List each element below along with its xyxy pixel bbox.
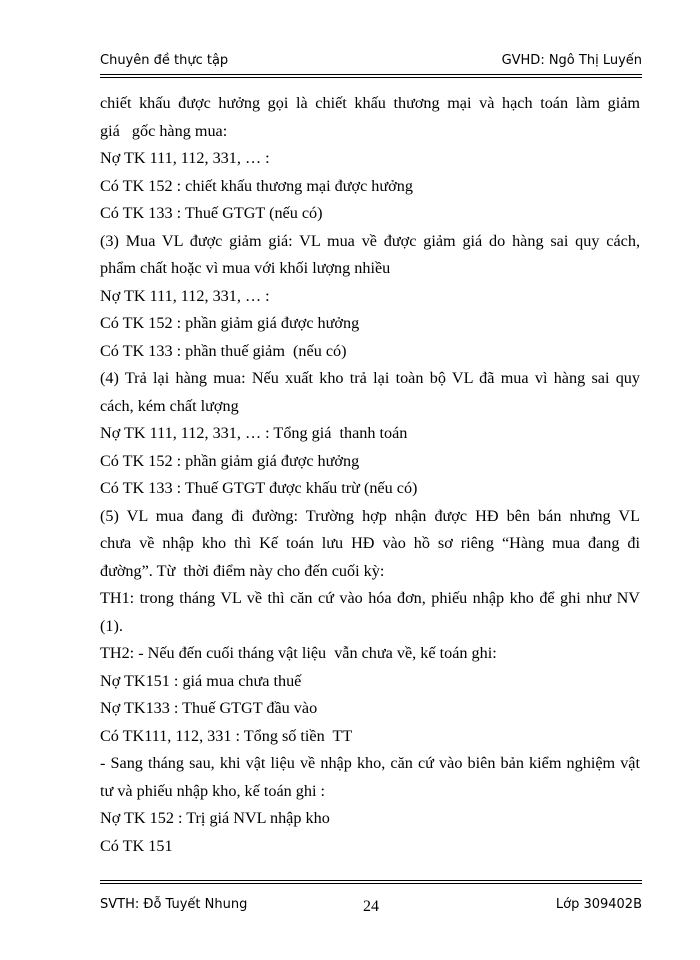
text-line: đường”. Từ thời điểm này cho đến cuối kỳ: (100, 561, 385, 580)
text-line: (3) Mua VL được giảm giá: VL mua về được giảm giá do hàng sai quy cách, (100, 231, 640, 250)
text-line: cách, kém chất lượng (100, 396, 239, 415)
footer-rule (100, 880, 642, 881)
page-number: 24 (363, 898, 379, 915)
text-line: Có TK 133 : Thuế GTGT (nếu có) (100, 204, 323, 222)
text-line: Có TK111, 112, 331 : Tổng số tiền TT (100, 726, 353, 745)
text-line: TH1: trong tháng VL về thì căn cứ vào hóa đơn, phiếu nhập kho để ghi như NV (100, 589, 640, 607)
text-line: Nợ TK133 : Thuế GTGT đầu vào (100, 699, 318, 717)
footer-student: SVTH: Đỗ Tuyết Nhung (100, 897, 248, 912)
page-header (100, 53, 642, 73)
text-line: giá gốc hàng mua: (100, 121, 228, 140)
footer-class: Lớp 309402B (555, 897, 642, 912)
text-line: Nợ TK 111, 112, 331, … : (100, 286, 270, 305)
text-line: phẩm chất hoặc vì mua với khối lượng nhiều (100, 259, 391, 277)
text-line: TH2: - Nếu đến cuối tháng vật liệu vẫn chưa về, kế toán ghi: (100, 644, 497, 662)
text-line: Có TK 133 : Thuế GTGT được khấu trừ (nếu có) (100, 479, 418, 497)
page-footer (100, 895, 642, 917)
text-line: chưa về nhập kho thì Kế toán lưu HĐ vào hồ sơ riêng “Hàng mua đang đi (100, 534, 640, 552)
header-rule-thin (100, 77, 642, 78)
text-line: Có TK 133 : phần thuế giảm (nếu có) (100, 341, 347, 360)
text-line: Có TK 152 : phần giảm giá được hưởng (100, 314, 360, 332)
text-line: Nợ TK 152 : Trị giá NVL nhập kho (100, 809, 330, 827)
text-line: Nợ TK 111, 112, 331, … : (100, 149, 270, 167)
text-line: (4) Trả lại hàng mua: Nếu xuất kho trả lại toàn bộ VL đã mua vì hàng sai quy (100, 369, 640, 387)
text-line: Có TK 152 : phần giảm giá được hưởng (100, 451, 360, 470)
text-line: chiết khấu được hưởng gọi là chiết khấu thương mại và hạch toán làm giảm (100, 94, 640, 112)
header-rule (100, 74, 642, 75)
text-line: Có TK 151 (100, 836, 173, 855)
text-line: tư và phiếu nhập kho, kế toán ghi : (100, 781, 326, 800)
document-body (100, 90, 640, 860)
text-line: Nợ TK151 : giá mua chưa thuế (100, 671, 302, 690)
footer-rule-thin (100, 883, 642, 884)
text-line: - Sang tháng sau, khi vật liệu về nhập kho, căn cứ vào biên bản kiểm nghiệm vật (100, 754, 640, 772)
header-supervisor: GVHD: Ngô Thị Luyến (501, 53, 642, 68)
text-line: (1). (100, 616, 123, 635)
header-title: Chuyên đề thực tập (100, 53, 229, 68)
text-line: (5) VL mua đang đi đường: Trường hợp nhận được HĐ bên bán nhưng VL (100, 506, 640, 525)
text-line: Có TK 152 : chiết khấu thương mại được hưởng (100, 176, 413, 195)
text-line: Nợ TK 111, 112, 331, … : Tổng giá thanh toán (100, 424, 408, 442)
